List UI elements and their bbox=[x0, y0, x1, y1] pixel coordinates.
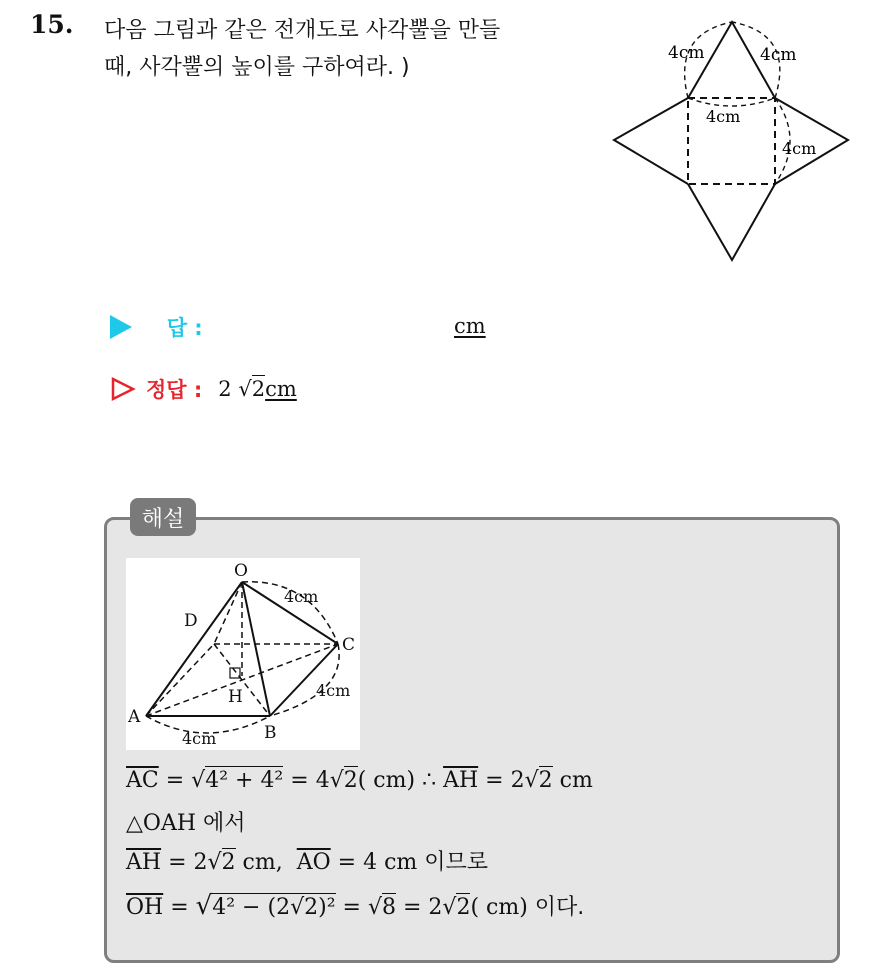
edge-OB bbox=[242, 582, 270, 716]
answer-row bbox=[110, 312, 203, 342]
pyramid-figure bbox=[126, 558, 360, 750]
point-H: H bbox=[228, 687, 243, 707]
point-C: C bbox=[342, 635, 356, 655]
net-label-left: 4cm bbox=[668, 43, 705, 63]
edge-OD bbox=[214, 582, 242, 644]
edge-AD bbox=[146, 644, 214, 716]
solution-line-3: $\overline{AH} = 2√2$ cm, $\overline{AO} = 4$ cm 이므로 bbox=[126, 850, 489, 875]
question-number: 15. bbox=[30, 10, 74, 39]
net-label-right: 4cm bbox=[760, 45, 797, 65]
correct-answer-arrow-icon bbox=[110, 376, 136, 402]
point-O: O bbox=[234, 561, 248, 581]
net-left-triangle bbox=[614, 98, 688, 184]
question-text bbox=[104, 12, 500, 86]
solution-line-2: △OAH 에서 bbox=[126, 811, 246, 836]
net-label-side: 4cm bbox=[782, 139, 817, 158]
answer-label: 답 : bbox=[166, 316, 203, 340]
net-bottom-triangle bbox=[688, 184, 775, 260]
question-line-1: 다음 그림과 같은 전개도로 사각뿔을 만들 bbox=[104, 18, 501, 43]
correct-answer-row bbox=[110, 374, 297, 404]
net-label-center: 4cm bbox=[706, 107, 741, 126]
correct-answer-label: 정답 : bbox=[146, 378, 203, 402]
fig-label-side: 4cm bbox=[316, 681, 351, 700]
point-D: D bbox=[184, 611, 198, 631]
answer-unit: cm bbox=[454, 314, 486, 338]
question-line-2: 때, 사각뿔의 높이를 구하여라. ) bbox=[104, 55, 410, 80]
fig-label-bottom: 4cm bbox=[182, 729, 217, 748]
solution-line-1: $\overline{AC} = √4^2 + 4^2 = 4√2$( cm) ∴ $\overline{AH} = 2√2$ cm bbox=[126, 768, 593, 793]
fig-label-top: 4cm bbox=[284, 587, 319, 606]
edge-BC bbox=[270, 644, 338, 716]
solution-line-4: $\overline{OH} = √4^2 - (2√2)^2 = √8 = 2√2$( cm) 이다. bbox=[126, 891, 585, 921]
pyramid-net-figure bbox=[600, 14, 860, 269]
net-arc-center bbox=[688, 98, 775, 106]
answer-arrow-icon bbox=[110, 315, 132, 339]
explanation-tag: 해설 bbox=[130, 498, 196, 536]
correct-answer-value: 2 √2cm bbox=[218, 377, 297, 401]
point-B: B bbox=[264, 723, 277, 743]
point-A: A bbox=[128, 707, 141, 727]
